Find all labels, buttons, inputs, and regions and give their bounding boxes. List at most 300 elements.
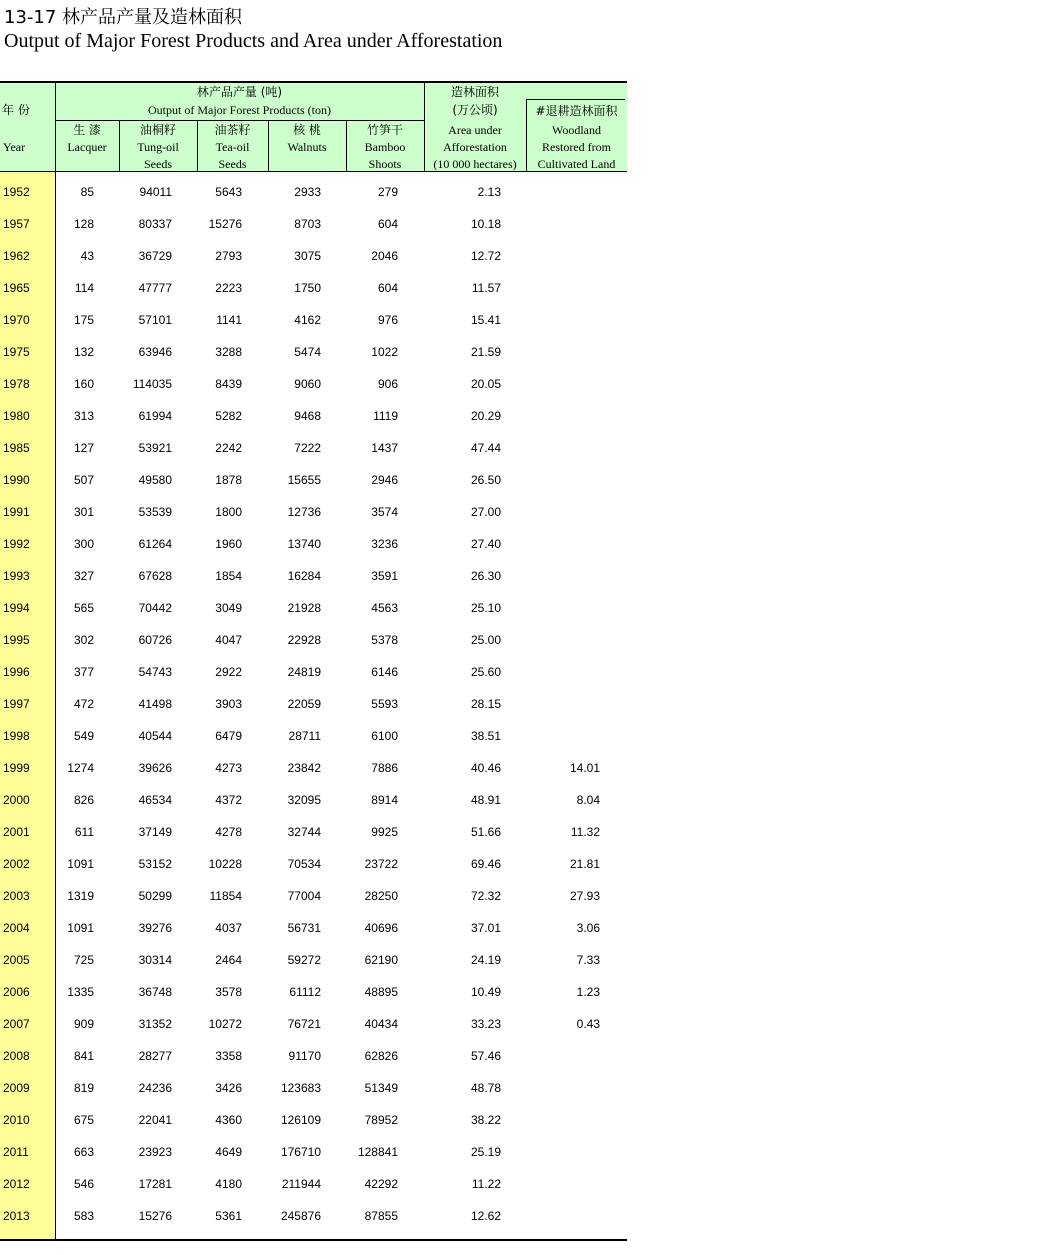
cell-walnut: 32744 bbox=[287, 825, 321, 839]
cell-year: 1985 bbox=[3, 441, 30, 455]
cell-area: 33.23 bbox=[470, 1017, 501, 1031]
cell-area: 72.32 bbox=[470, 889, 501, 903]
cell-area: 20.29 bbox=[470, 409, 501, 423]
cell-bamboo: 604 bbox=[377, 281, 398, 295]
cell-lacquer: 114 bbox=[74, 281, 94, 295]
table-row bbox=[0, 460, 627, 492]
table-row bbox=[0, 1068, 627, 1100]
year-header-cn: 年 份 bbox=[2, 103, 30, 117]
cell-bamboo: 40696 bbox=[364, 921, 398, 935]
cell-walnut: 123683 bbox=[280, 1081, 321, 1095]
cell-year: 2011 bbox=[3, 1145, 29, 1159]
cell-tung: 41498 bbox=[138, 697, 172, 711]
cell-bamboo: 604 bbox=[377, 217, 398, 231]
cell-year: 1957 bbox=[3, 217, 30, 231]
cell-walnut: 7222 bbox=[294, 441, 321, 455]
cell-bamboo: 23722 bbox=[364, 857, 398, 871]
cell-tea: 2242 bbox=[215, 441, 242, 455]
cell-tea: 5643 bbox=[215, 185, 242, 199]
cell-lacquer: 1091 bbox=[67, 921, 94, 935]
table-row bbox=[0, 268, 627, 300]
cell-bamboo: 28250 bbox=[364, 889, 398, 903]
cell-tung: 53152 bbox=[138, 857, 172, 871]
cell-bamboo: 1437 bbox=[371, 441, 398, 455]
cell-bamboo: 62190 bbox=[364, 953, 398, 967]
table-row bbox=[0, 684, 627, 716]
cell-tung: 80337 bbox=[138, 217, 172, 231]
cell-bamboo: 48895 bbox=[364, 985, 398, 999]
table-row bbox=[0, 204, 627, 236]
cell-lacquer: 127 bbox=[73, 441, 94, 455]
cell-walnut: 3075 bbox=[294, 249, 321, 263]
cell-tea: 2223 bbox=[215, 281, 242, 295]
cell-year: 1991 bbox=[3, 505, 30, 519]
cell-area: 51.66 bbox=[470, 825, 501, 839]
cell-bamboo: 4563 bbox=[371, 601, 398, 615]
cell-tea: 4372 bbox=[215, 793, 242, 807]
cell-walnut: 32095 bbox=[287, 793, 321, 807]
cell-year: 1962 bbox=[3, 249, 30, 263]
woodland-header-en1: Woodland bbox=[551, 123, 602, 137]
cell-year: 2005 bbox=[3, 953, 30, 967]
cell-area: 40.46 bbox=[470, 761, 501, 775]
cell-lacquer: 175 bbox=[73, 313, 94, 327]
cell-bamboo: 51349 bbox=[364, 1081, 398, 1095]
cell-bamboo: 6146 bbox=[371, 665, 398, 679]
table-row bbox=[0, 556, 627, 588]
table-row bbox=[0, 844, 627, 876]
table-row bbox=[0, 492, 627, 524]
cell-walnut: 126109 bbox=[280, 1113, 321, 1127]
cell-woodland: 0.43 bbox=[576, 1017, 600, 1031]
cell-tung: 39276 bbox=[138, 921, 172, 935]
bamboo-header-cn: 竹笋干 bbox=[366, 123, 403, 137]
cell-area: 12.72 bbox=[470, 249, 501, 263]
cell-tea: 15276 bbox=[208, 217, 242, 231]
area-header-en3: (10 000 hectares) bbox=[433, 157, 517, 171]
cell-bamboo: 1119 bbox=[373, 409, 398, 423]
cell-tea: 2922 bbox=[215, 665, 242, 679]
cell-walnut: 16284 bbox=[287, 569, 321, 583]
cell-year: 2003 bbox=[3, 889, 30, 903]
cell-tea: 8439 bbox=[215, 377, 242, 391]
cell-walnut: 5474 bbox=[294, 345, 321, 359]
cell-walnut: 12736 bbox=[287, 505, 321, 519]
cell-walnut: 15655 bbox=[287, 473, 321, 487]
table-row bbox=[0, 780, 627, 812]
cell-tea: 5361 bbox=[215, 1209, 242, 1223]
cell-lacquer: 663 bbox=[73, 1145, 94, 1159]
cell-woodland: 21.81 bbox=[569, 857, 600, 871]
cell-lacquer: 301 bbox=[73, 505, 94, 519]
cell-lacquer: 725 bbox=[73, 953, 94, 967]
cell-area: 2.13 bbox=[477, 185, 501, 199]
cell-tung: 94011 bbox=[139, 185, 172, 199]
cell-bamboo: 9925 bbox=[371, 825, 398, 839]
cell-walnut: 28711 bbox=[288, 729, 321, 743]
cell-lacquer: 128 bbox=[73, 217, 94, 231]
cell-tung: 70442 bbox=[138, 601, 172, 615]
cell-tea: 3426 bbox=[215, 1081, 242, 1095]
cell-year: 2009 bbox=[3, 1081, 30, 1095]
cell-area: 12.62 bbox=[470, 1209, 501, 1223]
cell-lacquer: 826 bbox=[73, 793, 94, 807]
cell-lacquer: 327 bbox=[73, 569, 94, 583]
table-header bbox=[0, 81, 627, 172]
cell-year: 1996 bbox=[3, 665, 30, 679]
cell-tung: 57101 bbox=[138, 313, 172, 327]
cell-area: 57.46 bbox=[470, 1049, 501, 1063]
cell-walnut: 22059 bbox=[287, 697, 321, 711]
cell-area: 24.19 bbox=[470, 953, 501, 967]
cell-year: 1965 bbox=[3, 281, 30, 295]
cell-bamboo: 7886 bbox=[371, 761, 398, 775]
cell-tea: 1854 bbox=[215, 569, 242, 583]
area-header-en1: Area under bbox=[448, 123, 502, 137]
cell-bamboo: 2946 bbox=[371, 473, 398, 487]
cell-area: 26.50 bbox=[470, 473, 501, 487]
cell-tung: 114035 bbox=[132, 377, 172, 391]
cell-lacquer: 132 bbox=[73, 345, 94, 359]
cell-bamboo: 3591 bbox=[371, 569, 398, 583]
cell-tea: 4180 bbox=[215, 1177, 242, 1191]
cell-tung: 60726 bbox=[138, 633, 172, 647]
woodland-header-en3: Cultivated Land bbox=[537, 157, 616, 171]
table-row bbox=[0, 940, 627, 972]
cell-lacquer: 313 bbox=[73, 409, 94, 423]
table-bottom-rule bbox=[0, 1239, 627, 1241]
cell-tung: 31352 bbox=[138, 1017, 172, 1031]
cell-bamboo: 2046 bbox=[371, 249, 398, 263]
cell-lacquer: 1274 bbox=[67, 761, 94, 775]
cell-lacquer: 841 bbox=[73, 1049, 94, 1063]
cell-year: 1980 bbox=[3, 409, 30, 423]
cell-walnut: 211944 bbox=[281, 1177, 321, 1191]
cell-walnut: 1750 bbox=[294, 281, 321, 295]
cell-tung: 22041 bbox=[138, 1113, 172, 1127]
cell-year: 1994 bbox=[3, 601, 30, 615]
cell-bamboo: 906 bbox=[377, 377, 398, 391]
cell-tea: 4278 bbox=[215, 825, 242, 839]
cell-area: 69.46 bbox=[470, 857, 501, 871]
cell-year: 2008 bbox=[3, 1049, 30, 1063]
cell-walnut: 56731 bbox=[287, 921, 321, 935]
cell-lacquer: 546 bbox=[73, 1177, 94, 1191]
cell-tung: 36748 bbox=[138, 985, 172, 999]
cell-year: 2002 bbox=[3, 857, 30, 871]
cell-walnut: 9060 bbox=[294, 377, 321, 391]
cell-area: 25.60 bbox=[470, 665, 501, 679]
cell-lacquer: 377 bbox=[73, 665, 94, 679]
cell-lacquer: 300 bbox=[73, 537, 94, 551]
cell-year: 1975 bbox=[3, 345, 30, 359]
cell-area: 21.59 bbox=[470, 345, 501, 359]
cell-bamboo: 976 bbox=[377, 313, 398, 327]
cell-area: 26.30 bbox=[470, 569, 501, 583]
cell-tea: 2793 bbox=[215, 249, 242, 263]
cell-bamboo: 8914 bbox=[371, 793, 398, 807]
cell-tea: 10228 bbox=[208, 857, 242, 871]
table-row bbox=[0, 972, 627, 1004]
cell-area: 11.22 bbox=[471, 1177, 501, 1191]
table-row bbox=[0, 524, 627, 556]
cell-woodland: 1.23 bbox=[576, 985, 600, 999]
tea-header-en2: Seeds bbox=[218, 157, 247, 171]
tea-header-cn: 油茶籽 bbox=[214, 123, 251, 137]
table-row bbox=[0, 1132, 627, 1164]
table-row bbox=[0, 236, 627, 268]
cell-lacquer: 565 bbox=[73, 601, 94, 615]
bamboo-header-en2: Shoots bbox=[368, 157, 402, 171]
cell-year: 1995 bbox=[3, 633, 30, 647]
tea-header-en1: Tea-oil bbox=[215, 140, 250, 154]
cell-tea: 6479 bbox=[215, 729, 242, 743]
cell-tung: 54743 bbox=[138, 665, 172, 679]
cell-walnut: 13740 bbox=[287, 537, 321, 551]
cell-year: 2001 bbox=[3, 825, 30, 839]
cell-area: 10.49 bbox=[470, 985, 501, 999]
cell-tea: 5282 bbox=[215, 409, 242, 423]
cell-area: 27.00 bbox=[470, 505, 501, 519]
cell-tea: 3578 bbox=[215, 985, 242, 999]
cell-tea: 3358 bbox=[215, 1049, 242, 1063]
table-number-title: 13-17 林产品产量及造林面积 bbox=[4, 7, 243, 28]
cell-year: 2000 bbox=[3, 793, 30, 807]
cell-area: 38.22 bbox=[470, 1113, 501, 1127]
cell-year: 2010 bbox=[3, 1113, 30, 1127]
cell-area: 25.19 bbox=[470, 1145, 501, 1159]
cell-lacquer: 549 bbox=[73, 729, 94, 743]
cell-area: 10.18 bbox=[470, 217, 501, 231]
cell-area: 25.00 bbox=[470, 633, 501, 647]
cell-tung: 50299 bbox=[138, 889, 172, 903]
table-row bbox=[0, 1100, 627, 1132]
cell-tung: 30314 bbox=[138, 953, 172, 967]
table-row bbox=[0, 908, 627, 940]
cell-woodland: 11.32 bbox=[570, 825, 600, 839]
lacquer-header-cn: 生 漆 bbox=[73, 123, 101, 137]
bamboo-header-en1: Bamboo bbox=[364, 140, 406, 154]
walnut-header-cn: 核 桃 bbox=[293, 123, 321, 137]
cell-year: 1992 bbox=[3, 537, 30, 551]
cell-walnut: 2933 bbox=[294, 185, 321, 199]
table-row bbox=[0, 876, 627, 908]
cell-lacquer: 160 bbox=[73, 377, 94, 391]
table-row bbox=[0, 1004, 627, 1036]
table-row bbox=[0, 652, 627, 684]
table-row bbox=[0, 748, 627, 780]
cell-tea: 1141 bbox=[216, 313, 242, 327]
cell-year: 2012 bbox=[3, 1177, 30, 1191]
cell-year: 1978 bbox=[3, 377, 30, 391]
forest-products-header-cn: 林产品产量 (吨) bbox=[196, 85, 283, 99]
cell-area: 11.57 bbox=[471, 281, 501, 295]
cell-tung: 23923 bbox=[138, 1145, 172, 1159]
cell-tea: 4273 bbox=[215, 761, 242, 775]
table-row bbox=[0, 428, 627, 460]
cell-bamboo: 62826 bbox=[364, 1049, 398, 1063]
cell-walnut: 61112 bbox=[289, 985, 321, 999]
cell-tung: 53921 bbox=[138, 441, 172, 455]
table-row bbox=[0, 588, 627, 620]
table-row bbox=[0, 396, 627, 428]
cell-tung: 28277 bbox=[138, 1049, 172, 1063]
cell-year: 2004 bbox=[3, 921, 30, 935]
cell-tea: 11854 bbox=[209, 889, 242, 903]
table-row bbox=[0, 1196, 627, 1228]
cell-walnut: 23842 bbox=[287, 761, 321, 775]
cell-walnut: 70534 bbox=[287, 857, 321, 871]
cell-area: 48.78 bbox=[470, 1081, 501, 1095]
cell-area: 15.41 bbox=[470, 313, 501, 327]
table-row bbox=[0, 300, 627, 332]
cell-bamboo: 279 bbox=[377, 185, 398, 199]
cell-year: 1998 bbox=[3, 729, 30, 743]
area-header-en2: Afforestation bbox=[443, 140, 507, 154]
forest-products-header-en: Output of Major Forest Products (ton) bbox=[148, 103, 331, 117]
cell-lacquer: 43 bbox=[80, 249, 94, 263]
cell-tung: 15276 bbox=[138, 1209, 172, 1223]
cell-tea: 4037 bbox=[215, 921, 242, 935]
cell-bamboo: 87855 bbox=[364, 1209, 398, 1223]
cell-lacquer: 85 bbox=[80, 185, 94, 199]
cell-year: 1970 bbox=[3, 313, 30, 327]
cell-lacquer: 1335 bbox=[67, 985, 94, 999]
cell-lacquer: 302 bbox=[73, 633, 94, 647]
table-row bbox=[0, 716, 627, 748]
cell-walnut: 91170 bbox=[288, 1049, 321, 1063]
cell-walnut: 22928 bbox=[287, 633, 321, 647]
area-header-cn1: 造林面积 bbox=[450, 85, 499, 99]
cell-year: 1993 bbox=[3, 569, 30, 583]
cell-year: 2013 bbox=[3, 1209, 30, 1223]
cell-lacquer: 611 bbox=[74, 825, 94, 839]
cell-lacquer: 472 bbox=[73, 697, 94, 711]
cell-lacquer: 1091 bbox=[67, 857, 94, 871]
cell-tea: 10272 bbox=[208, 1017, 242, 1031]
cell-bamboo: 40434 bbox=[364, 1017, 398, 1031]
cell-walnut: 76721 bbox=[287, 1017, 321, 1031]
cell-walnut: 24819 bbox=[287, 665, 321, 679]
cell-year: 1990 bbox=[3, 473, 30, 487]
cell-tung: 67628 bbox=[138, 569, 172, 583]
cell-area: 20.05 bbox=[470, 377, 501, 391]
cell-bamboo: 1022 bbox=[371, 345, 398, 359]
cell-tung: 39626 bbox=[138, 761, 172, 775]
cell-walnut: 4162 bbox=[294, 313, 321, 327]
cell-tung: 47777 bbox=[138, 281, 172, 295]
cell-bamboo: 128841 bbox=[357, 1145, 398, 1159]
cell-area: 48.91 bbox=[470, 793, 501, 807]
cell-tung: 46534 bbox=[138, 793, 172, 807]
cell-bamboo: 3236 bbox=[371, 537, 398, 551]
cell-tung: 17281 bbox=[138, 1177, 172, 1191]
table-row bbox=[0, 812, 627, 844]
tung-header-en2: Seeds bbox=[144, 157, 172, 171]
cell-area: 28.15 bbox=[470, 697, 501, 711]
cell-lacquer: 909 bbox=[73, 1017, 94, 1031]
cell-tung: 61264 bbox=[138, 537, 172, 551]
table-row bbox=[0, 1036, 627, 1068]
cell-woodland: 14.01 bbox=[569, 761, 600, 775]
cell-year: 1997 bbox=[3, 697, 30, 711]
table-row bbox=[0, 332, 627, 364]
cell-tung: 53539 bbox=[138, 505, 172, 519]
cell-walnut: 21928 bbox=[287, 601, 321, 615]
cell-lacquer: 819 bbox=[73, 1081, 94, 1095]
cell-tung: 24236 bbox=[138, 1081, 172, 1095]
tung-header-cn: 油桐籽 bbox=[139, 123, 176, 137]
year-header-en: Year bbox=[3, 140, 26, 154]
cell-bamboo: 3574 bbox=[371, 505, 398, 519]
cell-tung: 61994 bbox=[138, 409, 172, 423]
cell-walnut: 245876 bbox=[280, 1209, 321, 1223]
cell-woodland: 27.93 bbox=[569, 889, 600, 903]
cell-tung: 36729 bbox=[138, 249, 172, 263]
area-header-cn2: (万公顷) bbox=[452, 103, 498, 117]
cell-tung: 37149 bbox=[138, 825, 172, 839]
cell-year: 1952 bbox=[3, 185, 30, 199]
cell-woodland: 7.33 bbox=[576, 953, 600, 967]
table-row bbox=[0, 364, 627, 396]
cell-tea: 1960 bbox=[215, 537, 242, 551]
cell-tea: 3288 bbox=[215, 345, 242, 359]
cell-year: 2007 bbox=[3, 1017, 30, 1031]
cell-tung: 63946 bbox=[138, 345, 172, 359]
cell-bamboo: 6100 bbox=[371, 729, 398, 743]
lacquer-header-en: Lacquer bbox=[67, 140, 107, 154]
cell-walnut: 77004 bbox=[287, 889, 321, 903]
cell-woodland: 3.06 bbox=[576, 921, 600, 935]
table-row bbox=[0, 1164, 627, 1196]
cell-tea: 3049 bbox=[215, 601, 242, 615]
cell-tea: 4047 bbox=[215, 633, 242, 647]
table-row bbox=[0, 620, 627, 652]
cell-year: 2006 bbox=[3, 985, 30, 999]
cell-area: 38.51 bbox=[470, 729, 501, 743]
tung-header-en1: Tung-oil bbox=[137, 140, 179, 154]
cell-bamboo: 5378 bbox=[371, 633, 398, 647]
cell-tea: 1878 bbox=[215, 473, 242, 487]
cell-lacquer: 1319 bbox=[67, 889, 94, 903]
cell-woodland: 8.04 bbox=[576, 793, 600, 807]
cell-tea: 1800 bbox=[215, 505, 242, 519]
table-english-title: Output of Major Forest Products and Area under Afforestation bbox=[4, 30, 503, 52]
cell-walnut: 9468 bbox=[294, 409, 321, 423]
cell-year: 1999 bbox=[3, 761, 30, 775]
table-row bbox=[0, 172, 627, 204]
cell-area: 37.01 bbox=[470, 921, 501, 935]
cell-tea: 2464 bbox=[215, 953, 242, 967]
cell-tea: 4360 bbox=[215, 1113, 242, 1127]
woodland-header-cn: #退耕造林面积 bbox=[535, 104, 618, 118]
cell-area: 47.44 bbox=[470, 441, 501, 455]
cell-tung: 40544 bbox=[138, 729, 172, 743]
walnut-header-en: Walnuts bbox=[287, 140, 327, 154]
cell-walnut: 59272 bbox=[287, 953, 321, 967]
cell-area: 27.40 bbox=[470, 537, 501, 551]
cell-tung: 49580 bbox=[138, 473, 172, 487]
cell-tea: 4649 bbox=[215, 1145, 242, 1159]
cell-walnut: 176710 bbox=[280, 1145, 321, 1159]
cell-area: 25.10 bbox=[470, 601, 501, 615]
cell-lacquer: 583 bbox=[73, 1209, 94, 1223]
cell-bamboo: 42292 bbox=[364, 1177, 398, 1191]
cell-bamboo: 5593 bbox=[371, 697, 398, 711]
cell-walnut: 8703 bbox=[294, 217, 321, 231]
cell-tea: 3903 bbox=[215, 697, 242, 711]
cell-bamboo: 78952 bbox=[364, 1113, 398, 1127]
